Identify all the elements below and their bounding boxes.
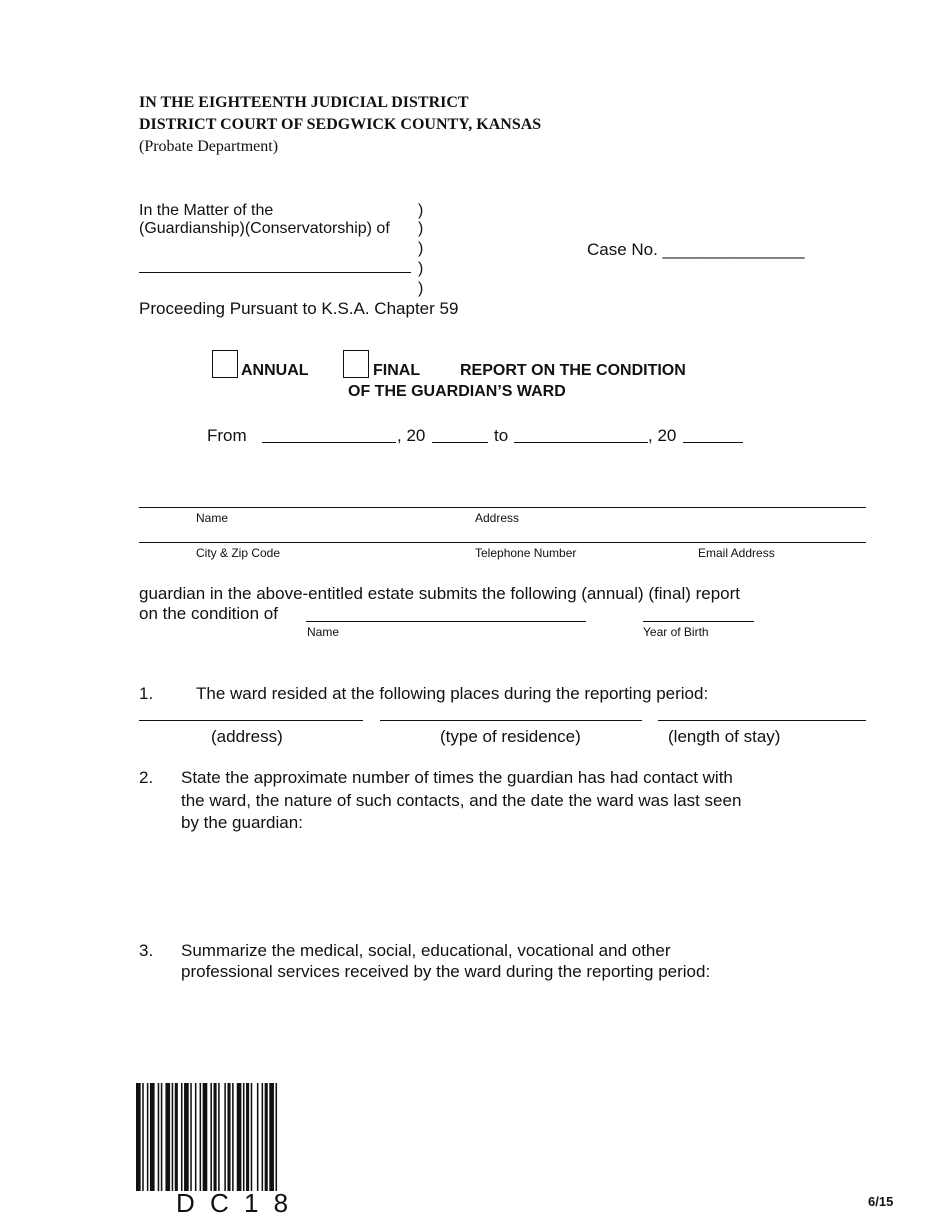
matter-line-2: (Guardianship)(Conservatorship) of xyxy=(139,220,390,237)
barcode-bar xyxy=(265,1083,268,1191)
case-number-field[interactable]: Case No. _______________ xyxy=(587,240,805,259)
barcode-bar xyxy=(203,1083,208,1191)
annual-label: ANNUAL xyxy=(241,362,309,379)
caption-paren: ) xyxy=(418,260,424,277)
proceeding-statement: Proceeding Pursuant to K.S.A. Chapter 59 xyxy=(139,299,459,318)
ward-yob-label: Year of Birth xyxy=(643,625,709,639)
barcode-bar xyxy=(276,1083,278,1191)
ward-name-label: Name xyxy=(307,625,340,639)
report-title-line-2: OF THE GUARDIAN’S WARD xyxy=(348,383,566,400)
item-1-text: The ward resided at the following places during the reporting period: xyxy=(196,684,709,703)
court-district-heading: IN THE EIGHTEENTH JUDICIAL DISTRICT xyxy=(139,94,469,111)
barcode-bar xyxy=(195,1083,197,1191)
caption-paren: ) xyxy=(418,202,424,219)
barcode-bar xyxy=(190,1083,192,1191)
guardian-name-label: Name xyxy=(196,511,229,525)
annual-checkbox[interactable] xyxy=(212,350,238,378)
barcode-bar xyxy=(246,1083,249,1191)
residence-length-label: (length of stay) xyxy=(668,727,781,746)
item-2-line-2: the ward, the nature of such contacts, and the date the ward was last seen xyxy=(181,791,742,810)
item-3-line-2: professional services received by the ward during the reporting period: xyxy=(181,962,711,981)
residence-type-label: (type of residence) xyxy=(440,727,581,746)
barcode-bar xyxy=(175,1083,178,1191)
period-start-year-field[interactable] xyxy=(432,442,488,443)
guardian-telephone-label: Telephone Number xyxy=(475,546,577,560)
barcode-bar xyxy=(218,1083,220,1191)
barcode-bar xyxy=(227,1083,230,1191)
matter-line-1: In the Matter of the xyxy=(139,202,274,219)
item-1-number: 1. xyxy=(139,684,154,703)
form-barcode xyxy=(136,1083,342,1191)
barcode-bar xyxy=(165,1083,170,1191)
barcode-bar xyxy=(150,1083,155,1191)
caption-paren: ) xyxy=(418,280,424,297)
period-end-date-field[interactable] xyxy=(514,442,648,443)
guardian-email-label: Email Address xyxy=(698,546,775,560)
residence-type-field[interactable] xyxy=(380,720,642,721)
report-title-line-1: REPORT ON THE CONDITION xyxy=(460,362,686,379)
barcode-bar xyxy=(237,1083,242,1191)
period-to-label: to xyxy=(494,426,509,445)
barcode-bar xyxy=(200,1083,202,1191)
barcode-text: D C 1 8 xyxy=(176,1188,293,1218)
barcode-bar xyxy=(172,1083,174,1191)
guardian-address-label: Address xyxy=(475,511,520,525)
barcode-bar xyxy=(214,1083,217,1191)
statement-line-1: guardian in the above-entitled estate submits the following (annual) (final) report xyxy=(139,584,741,603)
residence-length-field[interactable] xyxy=(658,720,866,721)
final-checkbox[interactable] xyxy=(343,350,369,378)
caption-paren: ) xyxy=(418,240,424,257)
ward-name-field[interactable] xyxy=(306,621,586,622)
residence-address-label: (address) xyxy=(211,727,283,746)
barcode-bar xyxy=(257,1083,259,1191)
barcode-bar xyxy=(136,1083,141,1191)
guardian-name-address-line[interactable] xyxy=(139,507,866,508)
final-label: FINAL xyxy=(373,362,421,379)
ward-year-of-birth-field[interactable] xyxy=(643,621,754,622)
statement-line-2: on the condition of xyxy=(139,604,278,623)
barcode-bar xyxy=(142,1083,144,1191)
caption-paren: ) xyxy=(418,220,424,237)
barcode-bar xyxy=(251,1083,253,1191)
barcode-bar xyxy=(269,1083,274,1191)
period-year-prefix: , 20 xyxy=(648,426,677,445)
barcode-bar xyxy=(243,1083,245,1191)
guardian-city-zip-label: City & Zip Code xyxy=(196,546,281,560)
period-start-date-field[interactable] xyxy=(262,442,396,443)
item-3-line-1: Summarize the medical, social, educational, vocational and other xyxy=(181,941,671,960)
period-year-prefix: , 20 xyxy=(397,426,426,445)
barcode-bar xyxy=(262,1083,264,1191)
court-department: (Probate Department) xyxy=(139,138,279,155)
residence-address-field[interactable] xyxy=(139,720,363,721)
barcode-bar xyxy=(184,1083,189,1191)
barcode-bar xyxy=(147,1083,149,1191)
barcode-bar xyxy=(158,1083,160,1191)
period-from-label: From xyxy=(207,426,247,445)
barcode-bar xyxy=(210,1083,212,1191)
guardian-contact-line[interactable] xyxy=(139,542,866,543)
item-2-line-1: State the approximate number of times the guardian has had contact with xyxy=(181,768,733,787)
barcode-bar xyxy=(232,1083,234,1191)
period-end-year-field[interactable] xyxy=(683,442,743,443)
form-revision-date: 6/15 xyxy=(868,1194,894,1209)
barcode-bar xyxy=(181,1083,183,1191)
item-2-line-3: by the guardian: xyxy=(181,813,303,832)
barcode-bar xyxy=(224,1083,226,1191)
court-county-heading: DISTRICT COURT OF SEDGWICK COUNTY, KANSAS xyxy=(139,116,542,133)
item-2-number: 2. xyxy=(139,768,154,787)
item-3-number: 3. xyxy=(139,941,154,960)
ward-name-line[interactable] xyxy=(139,272,411,273)
barcode-bar xyxy=(161,1083,163,1191)
